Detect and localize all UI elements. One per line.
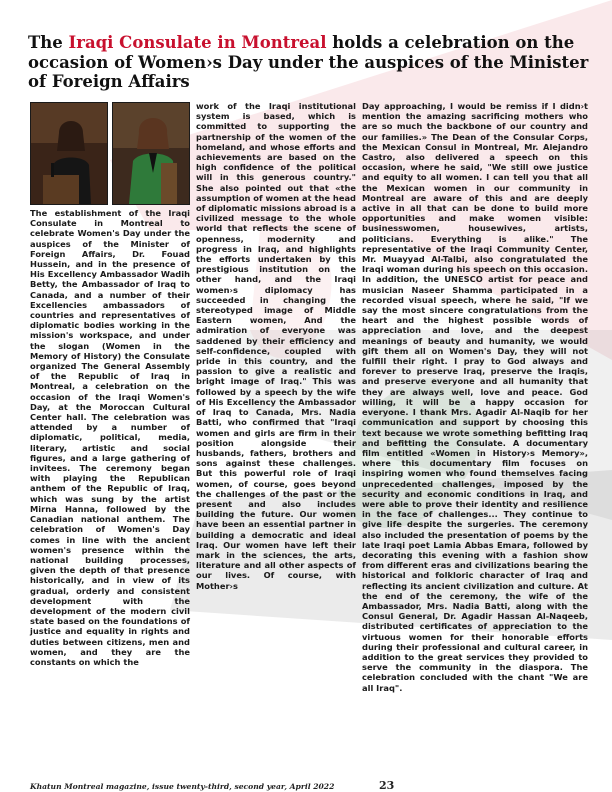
headline-highlight: Iraqi Consulate in Montreal — [68, 33, 327, 52]
headline-suffix: holds a celebration on the occasion of Women›s Day under the auspices of the Minister of Foreign Affairs — [28, 33, 589, 91]
photo-speaker-green-jacket — [112, 102, 190, 205]
headline-prefix: The — [28, 33, 69, 52]
article-column-2: work of the Iraqi institutional system is based, which is committed to supporting the partnership of the women of the homeland, and whose efforts and achievements are based on the high confidence of the political will in this generous country." She also pointed out that «the assumption of women at the head of diplomatic missions abroad is a civilized message to the whole world that reflects the scene of openness, modernity and progress in Iraq, and highlights the efforts undertaken by this prestigious institution on the other hand, and the Iraqi women›s diplomacy has succeeded in changing the stereotyped image of Middle Eastern women, And the admiration of everyone was saddened by their efficiency and self-confidence, coupled with pride in this country, and the passion to give a realistic and bright image of Iraq." This was followed by a speech by the wife of His Excellency the Ambassador of Iraq to Canada, Mrs. Nadia Batti, who confirmed that "Iraqi women and girls are firm in their position alongside their husbands, fathers, brothers and sons against these challenges. But this powerful role of Iraqi women, of course, goes beyond the challenges of the past or the present and also includes building the future. Our women have been an essential partner in building a democratic and ideal Iraq. Our women have left their mark in the sciences, the arts, literature and all other aspects of our lives. Of course, with Mother›s — [196, 101, 356, 591]
article-column-1: The establishment of the Iraqi Consulate in Montreal to celebrate Women's Day under the auspices of the Minister of Foreign Affairs, Dr. Fouad Hussein, and in the presence of His Excellency Ambassador Wadih Betty, the Ambassador of Iraq to Canada, and a number of their Excellencies ambassadors of countries and representatives of diplomatic bodies working in the mission's workspace, and under the slogan (Women in the Memory of History) the Consulate organized The General Assembly of the Republic of Iraq in Montreal, a celebration on the occasion of the Iraqi Women's Day, at the Moroccan Cultural Center hall. The celebration was attended by a number of diplomatic, political, media, literary, artistic and social figures, and a large gathering of invitees. The ceremony began with playing the Republican anthem of the Republic of Iraq, which was sung by the artist Mirna Hanna, followed by the Canadian national anthem. The celebration of Women's Day comes in line with the ancient women's presence within the national building processes, given the depth of that presence historically, and in view of its gradual, orderly and consistent development with the development of the modern civil state based on the foundations of justice and equality in rights and duties between citizens, men and women, and they are the constants on which the — [30, 208, 190, 667]
page-number: 23 — [379, 779, 395, 792]
article-headline — [28, 33, 593, 92]
article-column-3: Day approaching, I would be remiss if I didn›t mention the amazing sacrificing mothers who are so much the backbone of our country and our families.» The Dean of the Consular Corps, the Mexican Consul in Montreal, Mr. Alejandro Castro, also delivered a speech on this occasion, where he said, "We still owe justice and equity to all women. I can tell you that all the Mexican women in our community in Montreal are aware of this and are deeply active in all that can be done to build more opportunities and make women visible: businesswomen, housewives, artists, politicians. Everything is alike." The representative of the Iraqi Community Center, Mr. Muayyad Al-Talbi, also congratulated the Iraqi woman during his speech on this occasion. In addition, the UNESCO artist for peace and musician Naseer Shamma participated in a recorded visual speech, where he said, "If we say the most sincere congratulations from the heart and the highest possible words of appreciation and love, and the deepest meanings of beauty and humanity, we would gift them all on Women's Day, they will not fulfill their right. I pray to God always and forever to preserve Iraq, preserve the Iraqis, and preserve everyone and all humanity that they are always well, love and peace. God willing, it will be a happy occasion for everyone. I thank Mrs. Agadir Al-Naqib for her communication and support by choosing this text because we wrote something befitting Iraq and befitting the Consulate. A documentary film entitled «Women in History›s Memory», where this documentary film focuses on inspiring women who found themselves facing unprecedented challenges, imposed by the security and economic conditions in Iraq, and were able to prove their identity and resilience in the face of challenges... They continue to give life despite the surgeries. The ceremony also included the presentation of poems by the late Iraqi poet Lamia Abbas Emara, followed by decorating this evening with a fashion show from different eras and civilizations bearing the historical and folkloric character of Iraq and reflecting its ancient civilization and culture. At the end of the ceremony, the wife of the Ambassador, Mrs. Nadia Batti, along with the Consul General, Dr. Agadir Hassan Al-Naqeeb, distributed certificates of appreciation to the virtuous women for their honorable efforts during their professional and cultural career, in addition to the great services they provided to serve the community in the diaspora. The celebration concluded with the chant "We are all Iraq". — [362, 101, 588, 693]
magazine-footer: Khatun Montreal magazine, issue twenty-third, second year, April 2022 — [30, 782, 335, 791]
photo-speaker-podium — [30, 102, 108, 205]
